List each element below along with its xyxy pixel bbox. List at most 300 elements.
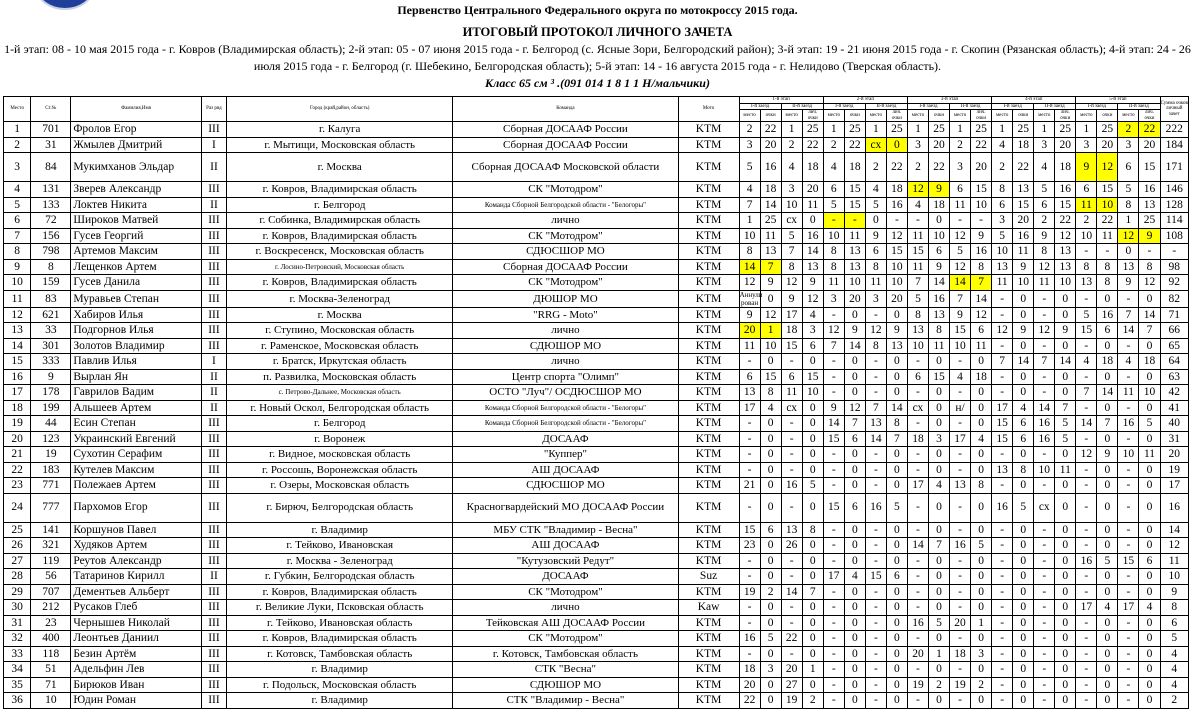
race-points-cell: 0 — [1139, 462, 1160, 478]
race-points-cell: 0 — [1013, 447, 1034, 463]
start-number-cell: 84 — [31, 153, 71, 182]
city-cell: г. Ковров, Владимирская область — [227, 584, 453, 600]
race-place-cell: 10 — [1076, 228, 1097, 244]
race-points-cell: 0 — [971, 462, 992, 478]
race-place-cell: 16 — [865, 493, 886, 522]
total-points-cell: 128 — [1160, 197, 1189, 213]
rank-cell: III — [201, 244, 226, 260]
race-place-cell: - — [781, 553, 802, 569]
moto-cell: KTM — [678, 677, 739, 693]
race-place-cell: - — [865, 307, 886, 323]
total-points-cell: 82 — [1160, 290, 1189, 307]
race-points-cell: 25 — [1097, 122, 1118, 138]
race-points-cell: 6 — [928, 244, 949, 260]
race-place-cell: - — [823, 213, 844, 229]
race-place-cell: 3 — [1118, 137, 1139, 153]
rank-cell: III — [201, 478, 226, 494]
race-place-cell: 9 — [739, 307, 760, 323]
race-points-cell: 0 — [928, 600, 949, 616]
header-stage-2: 2-й этап — [823, 97, 907, 104]
race-points-cell: 22 — [971, 137, 992, 153]
race-points-cell: 0 — [844, 677, 865, 693]
race-place-cell: - — [823, 646, 844, 662]
race-place-cell: - — [1118, 431, 1139, 447]
race-place-cell: 4 — [1118, 354, 1139, 370]
race-points-cell: 0 — [1139, 338, 1160, 354]
header-race-2: II-й заезд — [950, 103, 992, 110]
start-number-cell: 183 — [31, 462, 71, 478]
place-cell: 3 — [4, 153, 31, 182]
race-points-cell: 16 — [802, 228, 823, 244]
race-place-cell: - — [739, 615, 760, 631]
race-points-cell: 18 — [886, 182, 907, 198]
race-place-cell: 1 — [823, 122, 844, 138]
race-place-cell: - — [1118, 693, 1139, 709]
race-points-cell: 13 — [802, 259, 823, 275]
rider-name-cell: Фролов Егор — [71, 122, 201, 138]
header-sub-points: очки — [760, 110, 781, 122]
rider-name-cell: Пархомов Егор — [71, 493, 201, 522]
race-place-cell: 5 — [1034, 182, 1055, 198]
race-points-cell: 7 — [760, 259, 781, 275]
race-points-cell: 18 — [1013, 137, 1034, 153]
race-points-cell: 0 — [886, 584, 907, 600]
race-points-cell: 0 — [971, 693, 992, 709]
moto-cell: KTM — [678, 307, 739, 323]
race-place-cell: - — [1118, 646, 1139, 662]
rank-cell: III — [201, 447, 226, 463]
race-points-cell: 5 — [802, 478, 823, 494]
header-sub-place: место — [781, 110, 802, 122]
rank-cell: III — [201, 462, 226, 478]
race-points-cell: 13 — [1139, 197, 1160, 213]
race-place-cell: сх — [781, 400, 802, 416]
city-cell: г. Ковров, Владимирская область — [227, 631, 453, 647]
race-points-cell: 20 — [1013, 213, 1034, 229]
race-points-cell: 15 — [1013, 197, 1034, 213]
race-points-cell: 0 — [844, 538, 865, 554]
race-place-cell: - — [1034, 631, 1055, 647]
place-cell: 9 — [4, 259, 31, 275]
race-place-cell: 6 — [823, 182, 844, 198]
race-place-cell: - — [865, 631, 886, 647]
place-cell: 31 — [4, 615, 31, 631]
race-points-cell: 16 — [1139, 182, 1160, 198]
race-points-cell: 0 — [760, 600, 781, 616]
city-cell: г. Россошь, Воронежская область — [227, 462, 453, 478]
race-place-cell: 2 — [781, 137, 802, 153]
race-points-cell: 0 — [1055, 290, 1076, 307]
start-number-cell: 33 — [31, 323, 71, 339]
rider-name-cell: Альшеев Артем — [71, 400, 201, 416]
race-place-cell: - — [865, 538, 886, 554]
race-place-cell: - — [739, 646, 760, 662]
race-points-cell: 0 — [844, 447, 865, 463]
race-place-cell: 12 — [907, 182, 928, 198]
table-row — [4, 137, 1189, 153]
race-place-cell: 27 — [781, 677, 802, 693]
total-points-cell: 184 — [1160, 137, 1189, 153]
table-row — [4, 677, 1189, 693]
race-place-cell: 7 — [781, 244, 802, 260]
race-place-cell: 1 — [992, 122, 1013, 138]
race-place-cell: 12 — [823, 323, 844, 339]
race-points-cell: 4 — [1013, 400, 1034, 416]
race-place-cell: 17 — [823, 569, 844, 585]
race-points-cell: 0 — [886, 631, 907, 647]
race-points-cell: 0 — [1139, 431, 1160, 447]
race-place-cell: 1 — [781, 122, 802, 138]
race-place-cell: 10 — [823, 228, 844, 244]
race-points-cell: 11 — [971, 338, 992, 354]
table-row — [4, 493, 1189, 522]
race-points-cell: 25 — [928, 122, 949, 138]
rank-cell: III — [201, 522, 226, 538]
place-cell: 30 — [4, 600, 31, 616]
team-cell: Сборная ДОСААФ Московской области — [453, 153, 678, 182]
race-place-cell: - — [907, 416, 928, 432]
race-points-cell: 0 — [802, 462, 823, 478]
race-place-cell: Аннули рован — [739, 290, 763, 307]
race-points-cell: 0 — [844, 478, 865, 494]
race-place-cell: - — [1034, 662, 1055, 678]
race-points-cell: 20 — [1139, 137, 1160, 153]
race-points-cell: 0 — [971, 447, 992, 463]
race-place-cell: 17 — [739, 400, 760, 416]
race-points-cell: 3 — [928, 431, 949, 447]
start-number-cell: 83 — [31, 290, 71, 307]
header-sub-place: место — [1076, 110, 1097, 122]
race-place-cell: 13 — [992, 462, 1013, 478]
table-row — [4, 462, 1189, 478]
race-points-cell: 22 — [844, 137, 865, 153]
race-place-cell: 13 — [865, 416, 886, 432]
moto-cell: KTM — [678, 631, 739, 647]
race-points-cell: 7 — [928, 538, 949, 554]
race-place-cell: - — [1118, 584, 1139, 600]
rank-cell: II — [201, 153, 226, 182]
rank-cell: III — [201, 323, 226, 339]
race-points-cell: 9 — [1013, 323, 1034, 339]
race-points-cell: 0 — [1013, 385, 1034, 401]
results-table — [3, 96, 1189, 709]
start-number-cell: 212 — [31, 600, 71, 616]
race-place-cell: 16 — [1034, 416, 1055, 432]
race-place-cell: 6 — [1034, 197, 1055, 213]
table-row — [4, 228, 1189, 244]
moto-cell: KTM — [678, 153, 739, 182]
race-points-cell: 0 — [760, 462, 781, 478]
rank-cell: III — [201, 662, 226, 678]
race-place-cell: - — [907, 447, 928, 463]
start-number-cell: 133 — [31, 197, 71, 213]
race-points-cell: 25 — [971, 122, 992, 138]
team-cell: Красногвардейский МО ДОСААФ России — [453, 493, 678, 522]
place-cell: 16 — [4, 369, 31, 385]
rank-cell: III — [201, 584, 226, 600]
table-row — [4, 600, 1189, 616]
race-points-cell: - — [886, 213, 907, 229]
race-points-cell: 0 — [1097, 693, 1118, 709]
race-points-cell: 0 — [886, 693, 907, 709]
race-place-cell: 15 — [823, 431, 844, 447]
table-row — [4, 553, 1189, 569]
race-place-cell: - — [1076, 538, 1097, 554]
rider-name-cell: Реутов Александр — [71, 553, 201, 569]
moto-cell: KTM — [678, 182, 739, 198]
race-points-cell: 16 — [1097, 307, 1118, 323]
race-points-cell: 0 — [928, 213, 949, 229]
race-points-cell: 0 — [1055, 662, 1076, 678]
header-sub-place: место — [1118, 110, 1139, 122]
race-place-cell: 9 — [781, 290, 802, 307]
race-place-cell: 4 — [865, 182, 886, 198]
race-place-cell: - — [1118, 615, 1139, 631]
race-place-cell: 13 — [992, 259, 1013, 275]
race-points-cell: 0 — [1055, 569, 1076, 585]
race-place-cell: - — [1118, 522, 1139, 538]
race-place-cell: - — [739, 431, 760, 447]
race-points-cell: 0 — [1055, 693, 1076, 709]
moto-cell: KTM — [678, 662, 739, 678]
race-points-cell: 0 — [802, 677, 823, 693]
race-points-cell: 0 — [886, 307, 907, 323]
race-points-cell: 11 — [1097, 228, 1118, 244]
race-points-cell: 0 — [886, 553, 907, 569]
race-place-cell: - — [1118, 538, 1139, 554]
rank-cell: I — [201, 354, 226, 370]
team-cell: АШ ДОСААФ — [453, 538, 678, 554]
total-points-cell: 71 — [1160, 307, 1189, 323]
race-points-cell: 22 — [760, 122, 781, 138]
race-place-cell: - — [1076, 338, 1097, 354]
rider-name-cell: Широков Матвей — [71, 213, 201, 229]
race-place-cell: 10 — [781, 197, 802, 213]
race-points-cell: 0 — [886, 447, 907, 463]
race-place-cell: 11 — [907, 259, 928, 275]
race-place-cell: - — [950, 600, 971, 616]
race-points-cell: 7 — [1139, 323, 1160, 339]
race-place-cell: 12 — [1034, 323, 1055, 339]
race-place-cell: - — [950, 462, 971, 478]
rider-name-cell: Подгорнов Илья — [71, 323, 201, 339]
table-row — [4, 182, 1189, 198]
race-place-cell: 16 — [907, 615, 928, 631]
race-points-cell: 0 — [802, 538, 823, 554]
race-points-cell: 8 — [1097, 275, 1118, 291]
race-place-cell: - — [1118, 631, 1139, 647]
race-points-cell: 6 — [886, 569, 907, 585]
total-points-cell: 108 — [1160, 228, 1189, 244]
race-place-cell: - — [907, 462, 928, 478]
race-place-cell: - — [1076, 584, 1097, 600]
race-place-cell: - — [865, 662, 886, 678]
race-place-cell: - — [823, 447, 844, 463]
race-place-cell: 20 — [950, 615, 971, 631]
race-points-cell: 0 — [971, 569, 992, 585]
race-points-cell: 9 — [928, 259, 949, 275]
race-points-cell: 10 — [760, 338, 781, 354]
place-cell: 6 — [4, 213, 31, 229]
race-place-cell: 15 — [739, 522, 760, 538]
team-cell: лично — [453, 323, 678, 339]
race-place-cell: 15 — [992, 431, 1013, 447]
team-cell: "Куппер" — [453, 447, 678, 463]
header-sub-place: место — [950, 110, 971, 122]
place-cell: 21 — [4, 447, 31, 463]
city-cell: г. Ковров, Владимирская область — [227, 228, 453, 244]
race-place-cell: 22 — [781, 631, 802, 647]
start-number-cell: 8 — [31, 259, 71, 275]
race-place-cell: - — [865, 693, 886, 709]
moto-cell: KTM — [678, 213, 739, 229]
race-points-cell: 10 — [1139, 385, 1160, 401]
city-cell: г. Котовск, Тамбовская область — [227, 646, 453, 662]
moto-cell: KTM — [678, 323, 739, 339]
city-cell: г. Владимир — [227, 662, 453, 678]
race-points-cell: 5 — [1097, 553, 1118, 569]
race-place-cell: 4 — [781, 153, 802, 182]
rider-name-cell: Зверев Александр — [71, 182, 201, 198]
race-place-cell: - — [781, 600, 802, 616]
city-cell: г. Москва-Зеленоград — [227, 290, 453, 307]
race-place-cell: - — [907, 493, 928, 522]
race-place-cell: - — [1118, 400, 1139, 416]
race-points-cell: 0 — [1097, 478, 1118, 494]
table-row — [4, 522, 1189, 538]
race-points-cell: 18 — [1139, 354, 1160, 370]
race-points-cell: 9 — [1013, 259, 1034, 275]
moto-cell: KTM — [678, 522, 739, 538]
city-cell: г. Калуга — [227, 122, 453, 138]
race-place-cell: - — [865, 462, 886, 478]
rank-cell: III — [201, 228, 226, 244]
race-points-cell: 0 — [802, 447, 823, 463]
race-points-cell: 0 — [928, 631, 949, 647]
start-number-cell: 10 — [31, 693, 71, 709]
total-points-cell: 10 — [1160, 569, 1189, 585]
race-points-cell: 0 — [928, 354, 949, 370]
race-points-cell: 12 — [1055, 228, 1076, 244]
race-points-cell: 0 — [1013, 693, 1034, 709]
rank-cell: III — [201, 275, 226, 291]
race-place-cell: 13 — [1076, 275, 1097, 291]
race-place-cell: - — [823, 631, 844, 647]
start-number-cell: 707 — [31, 584, 71, 600]
race-points-cell: - — [971, 213, 992, 229]
race-points-cell: 20 — [1097, 137, 1118, 153]
rider-name-cell: Коршунов Павел — [71, 522, 201, 538]
rank-cell: III — [201, 615, 226, 631]
race-place-cell: - — [739, 354, 760, 370]
race-points-cell: 25 — [802, 122, 823, 138]
race-place-cell: 1 — [739, 213, 760, 229]
race-points-cell: 5 — [928, 615, 949, 631]
race-points-cell: 0 — [802, 400, 823, 416]
race-points-cell: 0 — [844, 385, 865, 401]
race-points-cell: - — [1139, 244, 1160, 260]
total-points-cell: 63 — [1160, 369, 1189, 385]
race-place-cell: - — [1076, 693, 1097, 709]
moto-cell: KTM — [678, 354, 739, 370]
race-place-cell: - — [992, 307, 1013, 323]
race-points-cell: 0 — [802, 553, 823, 569]
table-body — [4, 122, 1189, 709]
race-place-cell: - — [1034, 369, 1055, 385]
team-cell: Сборная ДОСААФ России — [453, 259, 678, 275]
race-place-cell: 11 — [1034, 275, 1055, 291]
race-place-cell: 7 — [950, 290, 971, 307]
race-points-cell: 14 — [928, 275, 949, 291]
race-place-cell: - — [992, 447, 1013, 463]
start-number-cell: 199 — [31, 400, 71, 416]
race-place-cell: 4 — [992, 137, 1013, 153]
place-cell: 4 — [4, 182, 31, 198]
race-points-cell: 0 — [1055, 631, 1076, 647]
team-cell: Центр спорта "Олимп" — [453, 369, 678, 385]
race-place-cell: - — [907, 693, 928, 709]
race-place-cell: 15 — [950, 323, 971, 339]
race-points-cell: 15 — [1097, 182, 1118, 198]
race-points-cell: 11 — [844, 228, 865, 244]
race-place-cell: 3 — [992, 213, 1013, 229]
race-place-cell: 10 — [739, 228, 760, 244]
race-place-cell: 10 — [907, 338, 928, 354]
team-cell: Тейковская АШ ДОСААФ России — [453, 615, 678, 631]
race-place-cell: 5 — [781, 228, 802, 244]
race-place-cell: - — [950, 631, 971, 647]
header-name: Фамилия,Имя — [71, 97, 201, 122]
race-place-cell: - — [992, 584, 1013, 600]
total-points-cell: 41 — [1160, 400, 1189, 416]
race-place-cell: 2 — [823, 137, 844, 153]
race-place-cell: - — [950, 693, 971, 709]
race-points-cell: 0 — [802, 354, 823, 370]
race-points-cell: 0 — [802, 615, 823, 631]
race-place-cell: 17 — [950, 431, 971, 447]
race-place-cell: 17 — [1118, 600, 1139, 616]
race-place-cell: 8 — [992, 182, 1013, 198]
header-race-1: I-й заезд — [739, 103, 781, 110]
team-cell: Сборная ДОСААФ России — [453, 137, 678, 153]
race-points-cell: 0 — [971, 416, 992, 432]
race-points-cell: 0 — [1013, 553, 1034, 569]
rider-name-cell: Гусев Георгий — [71, 228, 201, 244]
race-place-cell: - — [1076, 400, 1097, 416]
race-points-cell: 1 — [760, 323, 781, 339]
race-points-cell: 0 — [1055, 538, 1076, 554]
race-points-cell: 0 — [886, 646, 907, 662]
moto-cell: KTM — [678, 122, 739, 138]
race-place-cell: - — [781, 569, 802, 585]
city-cell: г. Белгород — [227, 416, 453, 432]
race-points-cell: 0 — [1139, 522, 1160, 538]
race-points-cell: 0 — [928, 385, 949, 401]
race-points-cell: 9 — [886, 323, 907, 339]
place-cell: 10 — [4, 275, 31, 291]
race-place-cell: 15 — [992, 416, 1013, 432]
race-points-cell: 3 — [802, 323, 823, 339]
race-points-cell: 0 — [802, 213, 823, 229]
race-place-cell: - — [907, 553, 928, 569]
race-place-cell: 14 — [1034, 400, 1055, 416]
race-points-cell: 10 — [844, 275, 865, 291]
race-points-cell: 0 — [1013, 338, 1034, 354]
moto-cell: KTM — [678, 385, 739, 401]
race-place-cell: - — [992, 478, 1013, 494]
race-points-cell: 13 — [1055, 244, 1076, 260]
table-row — [4, 122, 1189, 138]
